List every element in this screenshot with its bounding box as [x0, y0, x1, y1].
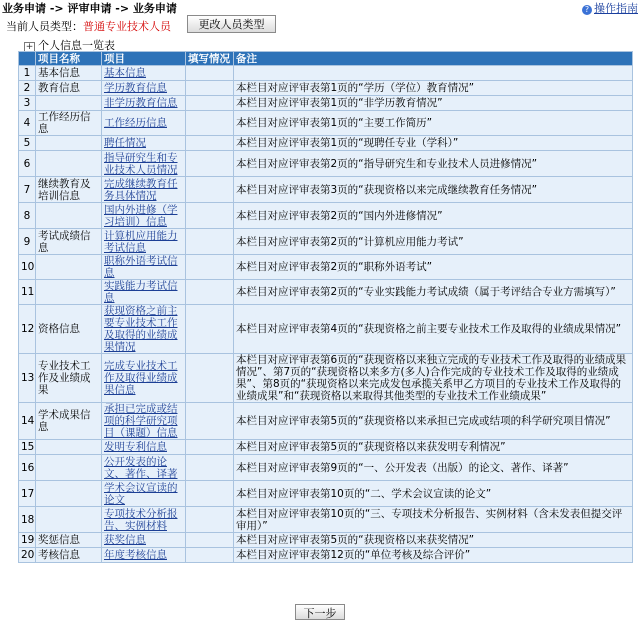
status-cell	[186, 136, 234, 151]
item-cell	[102, 403, 186, 440]
status-cell	[186, 533, 234, 548]
row-number: 17	[19, 481, 36, 507]
category-cell	[36, 280, 102, 305]
note-cell: 本栏目对应评审表第10页的“二、学术会议宣读的论文”	[234, 481, 633, 507]
row-number: 11	[19, 280, 36, 305]
item-link[interactable]: 发明专利信息	[104, 441, 167, 453]
row-number: 8	[19, 203, 36, 229]
table-row	[19, 66, 633, 81]
table-row	[19, 229, 633, 255]
category-cell: 教育信息	[36, 81, 102, 96]
status-cell	[186, 455, 234, 481]
status-cell	[186, 111, 234, 136]
expand-icon[interactable]: +	[25, 42, 34, 52]
item-cell	[102, 305, 186, 354]
row-number: 14	[19, 403, 36, 440]
row-number: 16	[19, 455, 36, 481]
column-header-category: 项目名称	[36, 52, 102, 66]
status-cell	[186, 548, 234, 563]
category-cell: 奖惩信息	[36, 533, 102, 548]
note-cell: 本栏目对应评审表第5页的“获现资格以来获发明专利情况”	[234, 440, 633, 455]
item-link[interactable]: 学历教育信息	[104, 82, 167, 94]
note-cell: 本栏目对应评审表第1页的“主要工作简历”	[234, 111, 633, 136]
item-cell	[102, 455, 186, 481]
item-cell	[102, 81, 186, 96]
category-cell: 继续教育及培训信息	[36, 177, 102, 203]
category-cell	[36, 136, 102, 151]
item-link[interactable]: 指导研究生和专业技术人员情况	[104, 151, 178, 176]
table-row	[19, 548, 633, 563]
table-row	[19, 255, 633, 280]
status-cell	[186, 255, 234, 280]
status-cell	[186, 481, 234, 507]
note-cell: 本栏目对应评审表第2页的“专业实践能力考试成绩（属于考评结合专业方需填写）”	[234, 280, 633, 305]
table-row	[19, 305, 633, 354]
item-cell	[102, 177, 186, 203]
table-row	[19, 507, 633, 533]
table-row	[19, 81, 633, 96]
table-row	[19, 455, 633, 481]
item-link[interactable]: 职称外语考试信息	[104, 255, 178, 279]
person-type-value: 普通专业技术人员	[83, 20, 171, 33]
help-link[interactable]	[582, 0, 638, 16]
category-cell: 工作经历信息	[36, 111, 102, 136]
item-cell	[102, 481, 186, 507]
table-body	[19, 66, 633, 563]
table-row	[19, 111, 633, 136]
table-row	[19, 280, 633, 305]
category-cell	[36, 507, 102, 533]
row-number: 18	[19, 507, 36, 533]
note-cell: 本栏目对应评审表第1页的“学历（学位）教育情况”	[234, 81, 633, 96]
table-row	[19, 354, 633, 403]
breadcrumb: 业务申请 -> 评审申请 -> 业务申请	[2, 2, 177, 15]
row-number: 2	[19, 81, 36, 96]
change-person-type-button[interactable]: 更改人员类型	[187, 15, 276, 33]
row-number: 19	[19, 533, 36, 548]
item-link[interactable]: 年度考核信息	[104, 549, 167, 561]
status-cell	[186, 229, 234, 255]
category-cell	[36, 151, 102, 177]
status-cell	[186, 177, 234, 203]
note-cell: 本栏目对应评审表第9页的“一、公开发表（出版）的论文、著作、译著”	[234, 455, 633, 481]
person-type-label: 当前人员类型：普通专业技术人员	[6, 20, 171, 33]
item-cell	[102, 548, 186, 563]
note-cell: 本栏目对应评审表第12页的“单位考核及综合评价”	[234, 548, 633, 563]
item-cell	[102, 507, 186, 533]
table-row	[19, 96, 633, 111]
category-cell: 基本信息	[36, 66, 102, 81]
note-cell: 本栏目对应评审表第5页的“获现资格以来获奖情况”	[234, 533, 633, 548]
status-cell	[186, 96, 234, 111]
item-link[interactable]: 计算机应用能力考试信息	[104, 229, 178, 254]
status-cell	[186, 403, 234, 440]
column-header-note: 备注	[234, 52, 633, 66]
row-number: 12	[19, 305, 36, 354]
item-link[interactable]: 承担已完成或结项的科学研究项目（课题）信息	[104, 403, 178, 439]
section-title: 个人信息一览表	[38, 39, 115, 52]
item-cell	[102, 440, 186, 455]
note-cell: 本栏目对应评审表第2页的“指导研究生和专业技术人员进修情况”	[234, 151, 633, 177]
category-cell	[36, 96, 102, 111]
row-number: 13	[19, 354, 36, 403]
item-cell	[102, 533, 186, 548]
item-link[interactable]: 完成继续教育任务具体情况	[104, 177, 178, 202]
note-cell: 本栏目对应评审表第2页的“国内外进修情况”	[234, 203, 633, 229]
row-number: 5	[19, 136, 36, 151]
row-number: 7	[19, 177, 36, 203]
status-cell	[186, 507, 234, 533]
note-cell: 本栏目对应评审表第10页的“三、专项技术分析报告、实例材料（含未发表但提交评审用）”	[234, 507, 633, 533]
item-link[interactable]: 聘任情况	[104, 137, 146, 149]
row-number: 1	[19, 66, 36, 81]
row-number: 3	[19, 96, 36, 111]
item-link[interactable]: 完成专业技术工作及取得业绩成果信息	[104, 360, 178, 396]
row-number: 4	[19, 111, 36, 136]
category-cell: 学术成果信息	[36, 403, 102, 440]
note-cell: 本栏目对应评审表第5页的“获现资格以来承担已完成或结项的科学研究项目情况”	[234, 403, 633, 440]
item-cell	[102, 66, 186, 81]
status-cell	[186, 440, 234, 455]
note-cell: 本栏目对应评审表第6页的“获现资格以来独立完成的专业技术工作及取得的业绩成果情况”、第7页的“获现资格以来多方(多人)合作完成的专业技术工作及取得的业绩成果”、第8页的“获现资格以来完成发包承揽关系甲乙方项目的专业技术工作及取得的业绩成果”和“获现资格以来取得其他类型的专业技术工作业绩成果”	[234, 354, 633, 403]
note-cell: 本栏目对应评审表第1页的“现聘任专业（学科）”	[234, 136, 633, 151]
table-row	[19, 533, 633, 548]
personal-info-table	[18, 51, 633, 563]
status-cell	[186, 305, 234, 354]
category-cell: 资格信息	[36, 305, 102, 354]
item-link[interactable]: 工作经历信息	[104, 117, 167, 129]
item-cell	[102, 111, 186, 136]
item-cell	[102, 96, 186, 111]
table-row	[19, 177, 633, 203]
table-row	[19, 481, 633, 507]
item-link[interactable]: 学术会议宣读的论文	[104, 481, 178, 506]
item-cell	[102, 151, 186, 177]
category-cell	[36, 455, 102, 481]
item-cell	[102, 280, 186, 305]
category-cell	[36, 440, 102, 455]
item-link[interactable]: 专项技术分析报告、实例材料	[104, 507, 178, 532]
row-number: 15	[19, 440, 36, 455]
item-link[interactable]: 基本信息	[104, 67, 146, 79]
question-icon: ?	[582, 5, 592, 15]
column-header-num	[19, 52, 36, 66]
note-cell: 本栏目对应评审表第3页的“获现资格以来完成继续教育任务情况”	[234, 177, 633, 203]
table-row	[19, 440, 633, 455]
category-cell	[36, 255, 102, 280]
status-cell	[186, 66, 234, 81]
category-cell: 考试成绩信息	[36, 229, 102, 255]
help-link-label: 操作指南	[594, 2, 638, 15]
row-number: 10	[19, 255, 36, 280]
item-link[interactable]: 实践能力考试信息	[104, 280, 178, 304]
item-cell	[102, 229, 186, 255]
table-row	[19, 136, 633, 151]
note-cell	[234, 66, 633, 81]
item-cell	[102, 255, 186, 280]
status-cell	[186, 203, 234, 229]
item-link[interactable]: 公开发表的论文、著作、译著	[104, 455, 178, 480]
row-number: 20	[19, 548, 36, 563]
category-cell	[36, 481, 102, 507]
note-cell: 本栏目对应评审表第1页的“非学历教育情况”	[234, 96, 633, 111]
person-type-row	[0, 15, 640, 33]
item-cell	[102, 136, 186, 151]
category-cell: 考核信息	[36, 548, 102, 563]
category-cell: 专业技术工作及业绩成果	[36, 354, 102, 403]
table-header-row	[19, 52, 633, 66]
column-header-item: 项目	[102, 52, 186, 66]
item-cell	[102, 203, 186, 229]
note-cell: 本栏目对应评审表第2页的“计算机应用能力考试”	[234, 229, 633, 255]
item-link[interactable]: 获现资格之前主要专业技术工作及取得的业绩成果情况	[104, 305, 178, 353]
item-link[interactable]: 获奖信息	[104, 534, 146, 546]
row-number: 6	[19, 151, 36, 177]
top-bar	[0, 0, 640, 14]
column-header-status: 填写情况	[186, 52, 234, 66]
note-cell: 本栏目对应评审表第4页的“获现资格之前主要专业技术工作及取得的业绩成果情况”	[234, 305, 633, 354]
status-cell	[186, 354, 234, 403]
category-cell	[36, 203, 102, 229]
item-link[interactable]: 国内外进修（学习培训）信息	[104, 203, 178, 228]
status-cell	[186, 280, 234, 305]
status-cell	[186, 151, 234, 177]
row-number: 9	[19, 229, 36, 255]
item-cell	[102, 354, 186, 403]
table-row	[19, 151, 633, 177]
item-link[interactable]: 非学历教育信息	[104, 97, 178, 109]
table-row	[19, 203, 633, 229]
next-button[interactable]: 下一步	[295, 604, 345, 620]
note-cell: 本栏目对应评审表第2页的“职称外语考试”	[234, 255, 633, 280]
status-cell	[186, 81, 234, 96]
table-row	[19, 403, 633, 440]
